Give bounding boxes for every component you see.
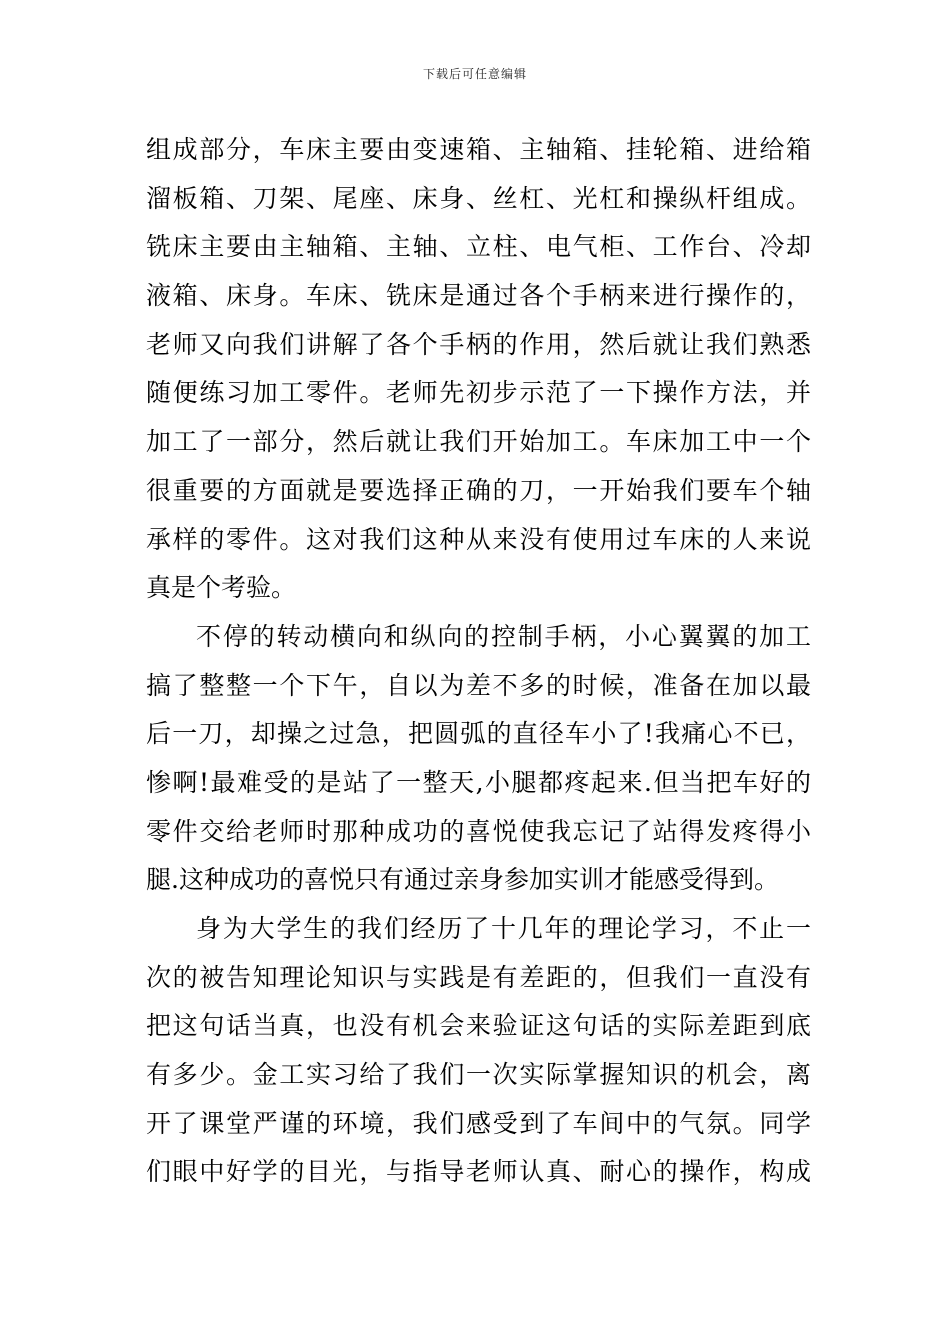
text-line: 铣床主要由主轴箱、主轴、立柱、电气柜、工作台、冷却 — [146, 232, 811, 262]
text-line: 真是个考验。 — [146, 573, 297, 603]
page-header: 下载后可任意编辑 — [422, 67, 527, 81]
text-line: 很重要的方面就是要选择正确的刀，一开始我们要车个轴 — [146, 475, 811, 505]
text-line: 身为大学生的我们经历了十几年的理论学习，不止一 — [196, 914, 811, 943]
text-line: 老师又向我们讲解了各个手柄的作用，然后就让我们熟悉 — [146, 329, 811, 359]
text-line: 液箱、床身。车床、铣床是通过各个手柄来进行操作的， — [146, 281, 811, 311]
text-line: 开了课堂严谨的环境，我们感受到了车间中的气氛。同学 — [146, 1108, 811, 1138]
text-line: 次的被告知理论知识与实践是有差距的，但我们一直没有 — [146, 962, 811, 992]
text-line: 加工了一部分，然后就让我们开始加工。车床加工中一个 — [146, 427, 811, 457]
text-line: 搞了整整一个下午，自以为差不多的时候，准备在加以最 — [146, 670, 811, 700]
text-line: 组成部分，车床主要由变速箱、主轴箱、挂轮箱、进给箱 — [146, 135, 811, 164]
text-line: 惨啊!最难受的是站了一整天,小腿都疼起来.但当把车好的 — [146, 767, 811, 797]
text-line: 零件交给老师时那种成功的喜悦使我忘记了站得发疼得小 — [146, 816, 811, 846]
text-line: 承样的零件。这对我们这种从来没有使用过车床的人来说 — [146, 524, 811, 554]
text-line: 后一刀，却操之过急，把圆弧的直径车小了!我痛心不已， — [146, 719, 811, 749]
text-line: 把这句话当真，也没有机会来验证这句话的实际差距到底 — [146, 1011, 811, 1041]
text-line: 不停的转动横向和纵向的控制手柄，小心翼翼的加工 — [196, 621, 811, 651]
text-line: 随便练习加工零件。老师先初步示范了一下操作方法，并 — [146, 378, 811, 408]
text-line: 溜板箱、刀架、尾座、床身、丝杠、光杠和操纵杆组成。 — [146, 183, 811, 213]
text-line: 有多少。金工实习给了我们一次实际掌握知识的机会，离 — [146, 1060, 811, 1090]
text-line: 们眼中好学的目光，与指导老师认真、耐心的操作，构成 — [146, 1157, 811, 1187]
body-text — [146, 126, 811, 1197]
text-line: 腿.这种成功的喜悦只有通过亲身参加实训才能感受得到。 — [146, 865, 779, 895]
